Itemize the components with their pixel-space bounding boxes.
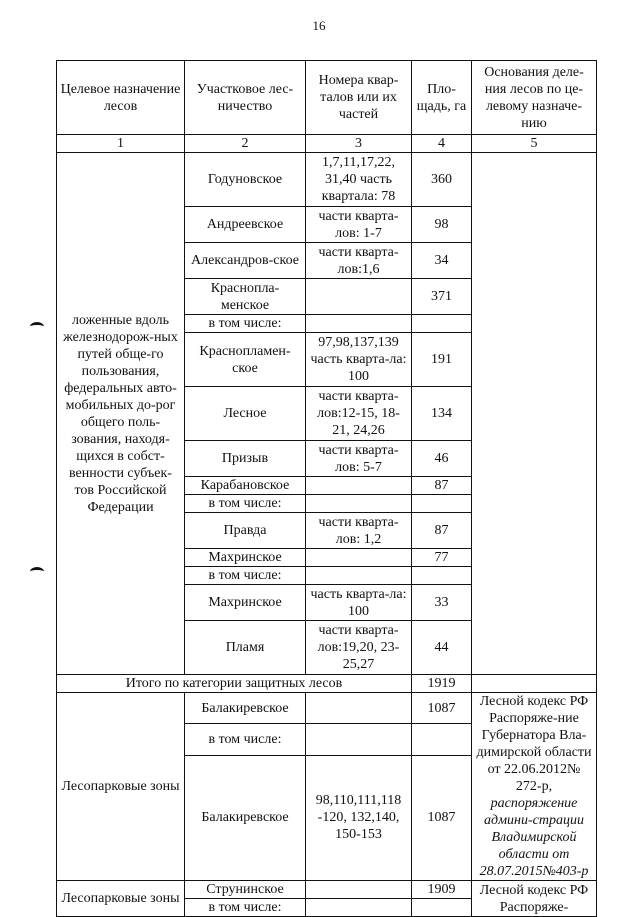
purpose-cell: ложенные вдоль железнодорож-ных путей обще-го пользования, федеральных авто-мобильных до-рог общего поль-зования, находя-щихся в собст-венности субъек-тов Российской Федерации bbox=[57, 153, 185, 675]
area-cell bbox=[412, 899, 472, 917]
area-cell: 191 bbox=[412, 333, 472, 387]
quarters-cell: часть кварта-ла: 100 bbox=[306, 585, 412, 621]
forestry-cell: Андреевское bbox=[185, 207, 306, 243]
area-cell: 44 bbox=[412, 621, 472, 675]
purpose-cell: Лесопарковые зоны bbox=[57, 693, 185, 881]
quarters-cell bbox=[306, 477, 412, 495]
forestry-cell: Махринское bbox=[185, 585, 306, 621]
area-cell: 1087 bbox=[412, 693, 472, 724]
basis-cell bbox=[472, 153, 597, 675]
quarters-cell: части кварта-лов: 1,2 bbox=[306, 513, 412, 549]
area-cell bbox=[412, 567, 472, 585]
column-number: 1 bbox=[57, 135, 185, 153]
total-label: Итого по категории защитных лесов bbox=[57, 675, 412, 693]
area-cell bbox=[412, 724, 472, 755]
quarters-cell: 1,7,11,17,22, 31,40 часть квартала: 78 bbox=[306, 153, 412, 207]
table-row bbox=[57, 153, 597, 207]
area-cell: 371 bbox=[412, 279, 472, 315]
quarters-cell bbox=[306, 279, 412, 315]
forestry-cell: Лесное bbox=[185, 387, 306, 441]
quarters-cell: части кварта-лов:12-15, 18-21, 24,26 bbox=[306, 387, 412, 441]
forestry-cell: в том числе: bbox=[185, 899, 306, 917]
forestry-cell: Правда bbox=[185, 513, 306, 549]
basis-text: Лесной кодекс РФ Распоряже-ние Губернатора Вла-димирской области от 22.06.2012№ 272-р, bbox=[476, 694, 592, 794]
forestry-cell: Балакиревское bbox=[185, 755, 306, 880]
forestry-cell: Краснопла-менское bbox=[185, 279, 306, 315]
forestry-cell: в том числе: bbox=[185, 567, 306, 585]
quarters-cell bbox=[306, 693, 412, 724]
area-cell: 87 bbox=[412, 477, 472, 495]
quarters-cell: 98,110,111,118 -120, 132,140, 150-153 bbox=[306, 755, 412, 880]
header-purpose: Целевое назначение лесов bbox=[57, 61, 185, 135]
quarters-cell: части кварта-лов: 1-7 bbox=[306, 207, 412, 243]
area-cell: 87 bbox=[412, 513, 472, 549]
quarters-cell bbox=[306, 315, 412, 333]
area-cell bbox=[412, 315, 472, 333]
forestry-cell: Годуновское bbox=[185, 153, 306, 207]
table-row bbox=[57, 693, 597, 724]
header-quarters: Номера квар-талов или их частей bbox=[306, 61, 412, 135]
total-area: 1919 bbox=[412, 675, 472, 693]
quarters-cell: части кварта-лов:19,20, 23-25,27 bbox=[306, 621, 412, 675]
forestry-cell: Призыв bbox=[185, 441, 306, 477]
basis-cell: Лесной кодекс РФ Распоряже- bbox=[472, 881, 597, 917]
quarters-cell bbox=[306, 899, 412, 917]
column-number: 4 bbox=[412, 135, 472, 153]
quarters-cell: 97,98,137,139 часть кварта-ла: 100 bbox=[306, 333, 412, 387]
quarters-cell bbox=[306, 567, 412, 585]
area-cell: 1087 bbox=[412, 755, 472, 880]
total-row bbox=[57, 675, 597, 693]
forestry-cell: Александров-ское bbox=[185, 243, 306, 279]
forestry-cell: в том числе: bbox=[185, 724, 306, 755]
area-cell: 360 bbox=[412, 153, 472, 207]
purpose-cell: Лесопарковые зоны bbox=[57, 881, 185, 917]
quarters-cell bbox=[306, 549, 412, 567]
column-number: 2 bbox=[185, 135, 306, 153]
forestry-cell: Краснопламен-ское bbox=[185, 333, 306, 387]
area-cell: 77 bbox=[412, 549, 472, 567]
quarters-cell: части кварта-лов: 5-7 bbox=[306, 441, 412, 477]
header-basis: Основания деле-ния лесов по це-левому назначе-нию bbox=[472, 61, 597, 135]
forestry-cell: в том числе: bbox=[185, 315, 306, 333]
forestry-cell: в том числе: bbox=[185, 495, 306, 513]
quarters-cell bbox=[306, 724, 412, 755]
column-number: 3 bbox=[306, 135, 412, 153]
forestry-cell: Балакиревское bbox=[185, 693, 306, 724]
header-row bbox=[57, 61, 597, 135]
column-number-row bbox=[57, 135, 597, 153]
quarters-cell bbox=[306, 881, 412, 899]
forestry-cell: Струнинское bbox=[185, 881, 306, 899]
area-cell: 1909 bbox=[412, 881, 472, 899]
forestry-cell: Карабановское bbox=[185, 477, 306, 495]
area-cell: 33 bbox=[412, 585, 472, 621]
area-cell: 46 bbox=[412, 441, 472, 477]
basis-cell bbox=[472, 675, 597, 693]
quarters-cell: части кварта-лов:1,6 bbox=[306, 243, 412, 279]
header-area: Пло-щадь, га bbox=[412, 61, 472, 135]
area-cell bbox=[412, 495, 472, 513]
table-row bbox=[57, 881, 597, 899]
header-forestry: Участковое лес-ничество bbox=[185, 61, 306, 135]
basis-text-italic: распоряжение админи-страции Владимирской области от 28.07.2015№403-р bbox=[479, 796, 589, 879]
basis-cell bbox=[472, 693, 597, 881]
margin-mark bbox=[30, 567, 44, 576]
page-number: 16 bbox=[312, 18, 326, 33]
area-cell: 34 bbox=[412, 243, 472, 279]
area-cell: 134 bbox=[412, 387, 472, 441]
forestry-cell: Махринское bbox=[185, 549, 306, 567]
column-number: 5 bbox=[472, 135, 597, 153]
margin-mark bbox=[30, 322, 44, 331]
forestry-cell: Пламя bbox=[185, 621, 306, 675]
area-cell: 98 bbox=[412, 207, 472, 243]
quarters-cell bbox=[306, 495, 412, 513]
forest-division-table bbox=[56, 60, 597, 917]
